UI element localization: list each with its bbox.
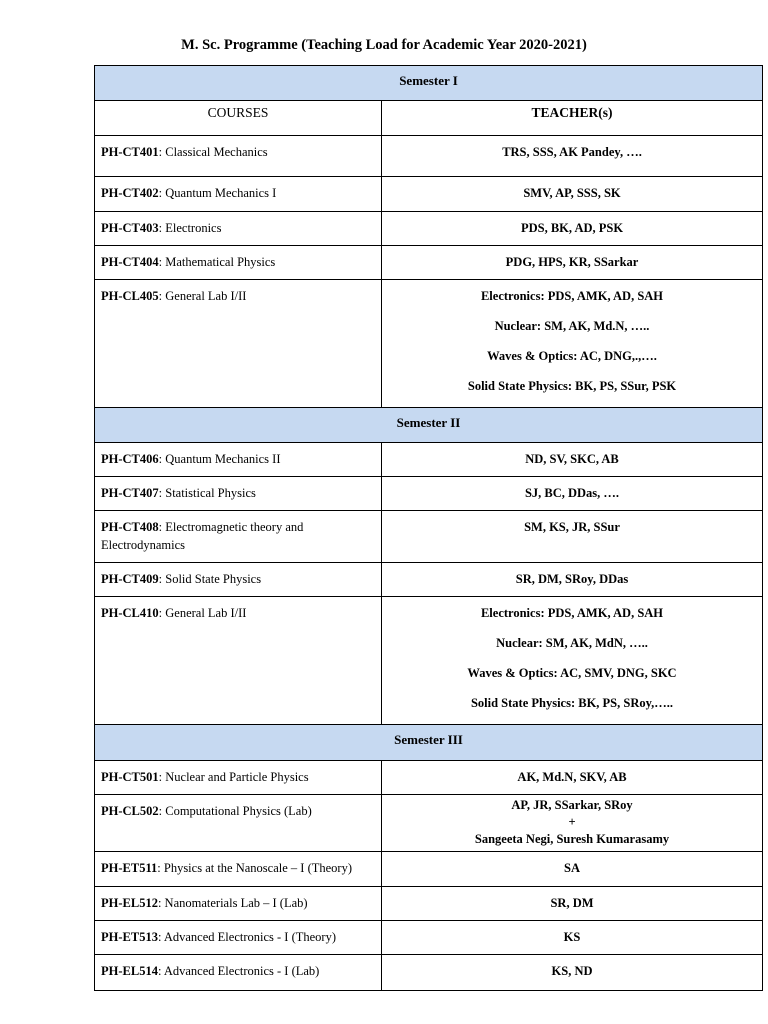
teacher-line: Electronics: PDS, AMK, AD, SAH <box>480 606 664 620</box>
semester-header: Semester II <box>95 408 763 443</box>
teacher-cell <box>382 955 763 991</box>
teacher-line: SR, DM <box>550 896 594 910</box>
table-row <box>95 761 763 795</box>
teacher-cell <box>382 177 763 212</box>
course-cell <box>95 212 382 246</box>
course-code: PH-CT404 <box>101 255 159 269</box>
teacher-cell <box>382 563 763 597</box>
teacher-line: AK, Md.N, SKV, AB <box>517 770 627 784</box>
teacher-line: Waves & Optics: AC, SMV, DNG, SKC <box>467 666 677 680</box>
teaching-load-table <box>94 65 763 991</box>
table-row <box>95 511 763 563</box>
teacher-line: SM, KS, JR, SSur <box>524 520 620 534</box>
course-cell <box>95 597 382 725</box>
course-code: PH-CT408 <box>101 520 159 534</box>
course-code: PH-ET511 <box>101 861 158 875</box>
teacher-cell <box>382 477 763 511</box>
teacher-cell <box>382 852 763 887</box>
teacher-line: Nuclear: SM, AK, MdN, ….. <box>496 636 648 650</box>
course-title: : Statistical Physics <box>158 486 256 500</box>
teacher-cell <box>382 443 763 477</box>
course-title: : Computational Physics (Lab) <box>158 804 312 818</box>
course-title: : Nuclear and Particle Physics <box>158 770 309 784</box>
table-row <box>95 795 763 852</box>
course-title: : Solid State Physics <box>158 572 262 586</box>
course-title: : General Lab I/II <box>158 606 247 620</box>
teacher-line: Solid State Physics: BK, PS, SSur, PSK <box>467 379 677 393</box>
table-row <box>95 563 763 597</box>
course-title: : Electronics <box>158 221 222 235</box>
teacher-line: + <box>568 815 576 829</box>
table-row <box>95 887 763 921</box>
course-code: PH-EL512 <box>101 896 158 910</box>
teacher-line: SJ, BC, DDas, …. <box>524 486 620 500</box>
course-cell <box>95 852 382 887</box>
course-code: PH-CT406 <box>101 452 159 466</box>
course-title: : Mathematical Physics <box>158 255 276 269</box>
table-row <box>95 477 763 511</box>
course-title: : Quantum Mechanics I <box>158 186 277 200</box>
course-cell <box>95 136 382 177</box>
course-cell <box>95 443 382 477</box>
course-title: : Quantum Mechanics II <box>158 452 281 466</box>
teacher-cell <box>382 280 763 408</box>
teacher-line: Electronics: PDS, AMK, AD, SAH <box>480 289 664 303</box>
semester-header: Semester III <box>95 725 763 761</box>
teacher-cell <box>382 887 763 921</box>
course-title: : Electromagnetic theory and Electrodynamics <box>101 520 304 552</box>
table-row <box>95 921 763 955</box>
teacher-line: KS, ND <box>551 964 593 978</box>
course-cell <box>95 795 382 852</box>
course-title: : Physics at the Nanoscale – I (Theory) <box>157 861 352 875</box>
course-code: PH-EL514 <box>101 964 158 978</box>
teacher-line: Solid State Physics: BK, PS, SRoy,….. <box>470 696 674 710</box>
teacher-cell <box>382 795 763 852</box>
course-title: : Nanomaterials Lab – I (Lab) <box>157 896 308 910</box>
teachers-column-header: TEACHER(s) <box>382 101 763 136</box>
course-code: PH-CT409 <box>101 572 159 586</box>
teacher-cell <box>382 597 763 725</box>
teacher-cell <box>382 511 763 563</box>
course-cell <box>95 280 382 408</box>
course-cell <box>95 511 382 563</box>
course-code: PH-CT403 <box>101 221 159 235</box>
course-cell <box>95 921 382 955</box>
teacher-line: PDS, BK, AD, PSK <box>520 221 624 235</box>
document-title: M. Sc. Programme (Teaching Load for Academic Year 2020-2021) <box>181 37 587 53</box>
teacher-cell <box>382 136 763 177</box>
teacher-line: SR, DM, SRoy, DDas <box>515 572 629 586</box>
course-code: PH-ET513 <box>101 930 158 944</box>
teacher-line: Nuclear: SM, AK, Md.N, ….. <box>494 319 650 333</box>
course-title: : General Lab I/II <box>158 289 247 303</box>
table-row <box>95 212 763 246</box>
teacher-line: PDG, HPS, KR, SSarkar <box>505 255 639 269</box>
course-code: PH-CL410 <box>101 606 159 620</box>
table-row <box>95 852 763 887</box>
teacher-line: TRS, SSS, AK Pandey, …. <box>502 145 642 159</box>
teacher-cell <box>382 246 763 280</box>
course-code: PH-CL502 <box>101 804 159 818</box>
course-title: : Advanced Electronics - I (Lab) <box>157 964 320 978</box>
course-cell <box>95 955 382 991</box>
course-cell <box>95 177 382 212</box>
teacher-line: AP, JR, SSarkar, SRoy <box>511 798 633 812</box>
table-row <box>95 443 763 477</box>
teacher-line: SMV, AP, SSS, SK <box>523 186 621 200</box>
course-code: PH-CT401 <box>101 145 159 159</box>
teacher-cell <box>382 212 763 246</box>
teacher-cell <box>382 921 763 955</box>
course-cell <box>95 563 382 597</box>
course-cell <box>95 761 382 795</box>
table-row <box>95 280 763 408</box>
teacher-line: SA <box>564 861 580 875</box>
teacher-line: KS <box>563 930 581 944</box>
course-title: : Advanced Electronics - I (Theory) <box>157 930 337 944</box>
table-row <box>95 177 763 212</box>
course-cell <box>95 246 382 280</box>
teacher-line: Sangeeta Negi, Suresh Kumarasamy <box>474 832 670 846</box>
semester-header: Semester I <box>95 66 763 101</box>
course-code: PH-CT501 <box>101 770 159 784</box>
table-row <box>95 246 763 280</box>
course-code: PH-CT402 <box>101 186 159 200</box>
teacher-line: Waves & Optics: AC, DNG,.,…. <box>487 349 657 363</box>
course-cell <box>95 477 382 511</box>
table-row <box>95 136 763 177</box>
teacher-cell <box>382 761 763 795</box>
course-cell <box>95 887 382 921</box>
courses-column-header: COURSES <box>95 101 382 136</box>
course-code: PH-CT407 <box>101 486 159 500</box>
table-row <box>95 597 763 725</box>
table-row <box>95 955 763 991</box>
teacher-line: ND, SV, SKC, AB <box>525 452 619 466</box>
course-code: PH-CL405 <box>101 289 159 303</box>
course-title: : Classical Mechanics <box>158 145 268 159</box>
